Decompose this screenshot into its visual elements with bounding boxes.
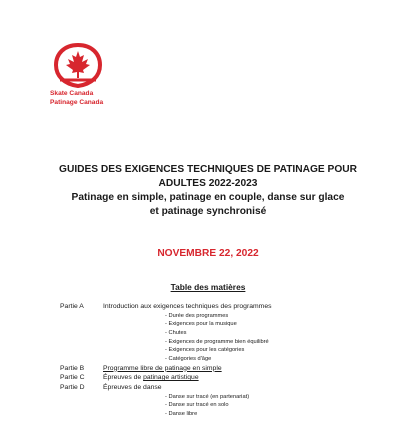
skate-canada-logo: [50, 42, 110, 106]
subtitle-line-2: et patinage synchronisé: [149, 206, 267, 217]
toc-subitem-text: - Exigences pour la musique: [165, 321, 237, 328]
toc-subitem: [60, 394, 400, 403]
document-subtitle: [0, 191, 416, 219]
toc-entry-part-b[interactable]: [60, 365, 400, 375]
toc-subitem: [60, 339, 400, 348]
toc-part-label: Partie B: [60, 364, 85, 372]
toc-part-desc-text: Épreuves de: [103, 374, 144, 382]
toc-subitem-text: - Exigences de programme bien équilibré: [165, 338, 269, 345]
toc-subitem-text: - Chutes: [165, 329, 187, 336]
toc-part-desc: [103, 374, 199, 381]
toc-subitem-text: - Catégories d'âge: [165, 356, 212, 363]
table-of-contents: [60, 303, 400, 420]
toc-part-label: Partie D: [60, 383, 85, 391]
toc-subitem: [60, 321, 400, 330]
toc-part-label: Partie C: [60, 374, 85, 382]
toc-subitem-text: - Danse libre: [165, 410, 198, 417]
toc-entry-part-d[interactable]: [60, 384, 400, 394]
toc-subitem-text: - Danse sur tracé (en partenariat): [165, 393, 250, 400]
toc-subitem: [60, 356, 400, 365]
logo-text-en: Skate Canada: [50, 90, 94, 97]
document-title: [0, 163, 416, 191]
document-date: NOVEMBRE 22, 2022: [157, 248, 259, 259]
toc-subitem-text: - Exigences pour les catégories: [165, 347, 245, 354]
title-line-2: ADULTES 2022-2023: [158, 178, 258, 189]
maple-leaf-icon: [52, 42, 104, 89]
toc-subitem: [60, 330, 400, 339]
toc-part-label: Partie A: [60, 303, 84, 310]
toc-heading-text: Table des matières: [170, 282, 246, 292]
toc-subitem-text: - Durée des programmes: [165, 312, 229, 319]
title-line-1: GUIDES DES EXIGENCES TECHNIQUES DE PATINAGE POUR: [59, 164, 357, 175]
subtitle-line-1: Patinage en simple, patinage en couple, danse sur glace: [71, 192, 345, 203]
toc-part-desc: Épreuves de danse: [103, 383, 162, 391]
toc-part-link[interactable]: Programme libre de patinage en simple: [103, 364, 222, 372]
toc-entry-part-a[interactable]: [60, 303, 400, 313]
toc-entry-part-c[interactable]: [60, 374, 400, 384]
toc-subitem: [60, 313, 400, 322]
logo-text-fr: Patinage Canada: [50, 98, 104, 106]
toc-subitem: [60, 402, 400, 411]
toc-subitem-text: - Danse sur tracé en solo: [165, 402, 229, 409]
toc-part-link[interactable]: patinage artistique: [143, 374, 199, 382]
toc-subitem: [60, 347, 400, 356]
toc-subitem: [60, 411, 400, 420]
toc-part-desc: Introduction aux exigences techniques des programmes: [103, 303, 272, 310]
toc-heading: [0, 282, 416, 292]
